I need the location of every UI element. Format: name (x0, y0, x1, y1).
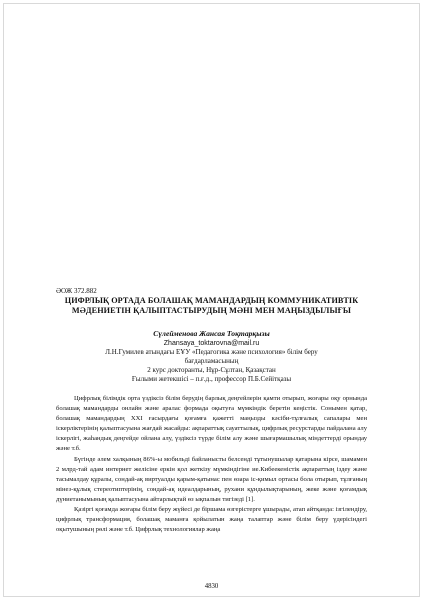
affiliation-line-1: Л.Н.Гумилев атындағы ЕҰУ «Педагогика және психология» білім беру (105, 348, 318, 356)
article-body (56, 394, 367, 535)
udc-code: ӘОЖ 372.882 (56, 287, 97, 295)
page-number: 4830 (204, 583, 219, 590)
body-paragraph: Бүгінде әлем халқының 86%-ы мобильді байланысты белсенді тұтынушылар қатарына кірсе, шамамен 2 млрд-тай адам интернет желісіне еркін қол жеткізу мүмкіндігіне ие.Кибеекеністік ақпараттың іздеу және тасымалдау құралы, сондай-ақ виртуалды қарым-қатынас пен өзара іс-қимыл ортасы бола отырып, тұлғаның мінез-құлық стереотиптерінің, сондай-ақ идеалдарының, рухани құндылықтарының, жеке және қоғамдық дүниетанымының қалыптасуына айтарлықтай өз ықпалын тигізеді [1]. (56, 455, 367, 503)
article-title (56, 296, 367, 316)
body-paragraph: Цифрлық білімдік орта үздіксіз білім берудің барлық деңгейлерін қамти отырып, жоғары оқу орнында болашақ мамандарды онлайн және аралас формада оқытуға мүмкіндік беретін кеңістік. Сонымен қатар, болашақ мамандардың XXI ғасырдағы қоғамға қажетті маңызды кәсіби-тұлғалық сапалары мен іскерліктерінің қалыптасуына жағдай жасайды: ақпараттық сауаттылық, цифрлық ресурстарды пайдалана алу іскерлігі, жаһандық деңгейде ойлана алу, үздіксіз түрде білім алу және шығармашылық міндеттерді орындау және т.б. (56, 395, 367, 453)
affiliation-line-3: 2 курс докторанты, Нұр-Сұлтан, Қазақстан (147, 366, 276, 374)
article-content (56, 287, 367, 535)
author-name: Сүлейменова Жансая Тоқтарқызы (153, 329, 270, 338)
title-line-2: МӘДЕНИЕТІН ҚАЛЫПТАСТЫРУДЫҢ МӘНІ МЕН МАҢЫЗДЫЛЫҒЫ (71, 306, 352, 315)
author-email: Zhansaya_toktarovna@mail.ru (163, 340, 260, 347)
affiliation-line-4: Ғылыми жетекшісі – п.ғ.д., профессор П.Б.Сейітқазы (131, 375, 292, 383)
affiliation-line-2: бағдарламасының (184, 357, 239, 365)
body-paragraph: Қазіргі қоғамда жоғары білім беру жүйесі де біршама өзгерістерге ұшырады, атап айтқанда: ізгілендіру, цифрлық трансформация, болашақ маманға қойылатын жаңа талаптар және білім беру үдерісіндегі оқытушының рөлі және т.б. Цифрлық технологиялар жаңа (56, 506, 367, 534)
affiliation (56, 348, 367, 384)
title-line-1: ЦИФРЛЫҚ ОРТАДА БОЛАШАҚ МАМАНДАРДЫҢ КОММУНИКАТИВТІК (64, 296, 359, 305)
